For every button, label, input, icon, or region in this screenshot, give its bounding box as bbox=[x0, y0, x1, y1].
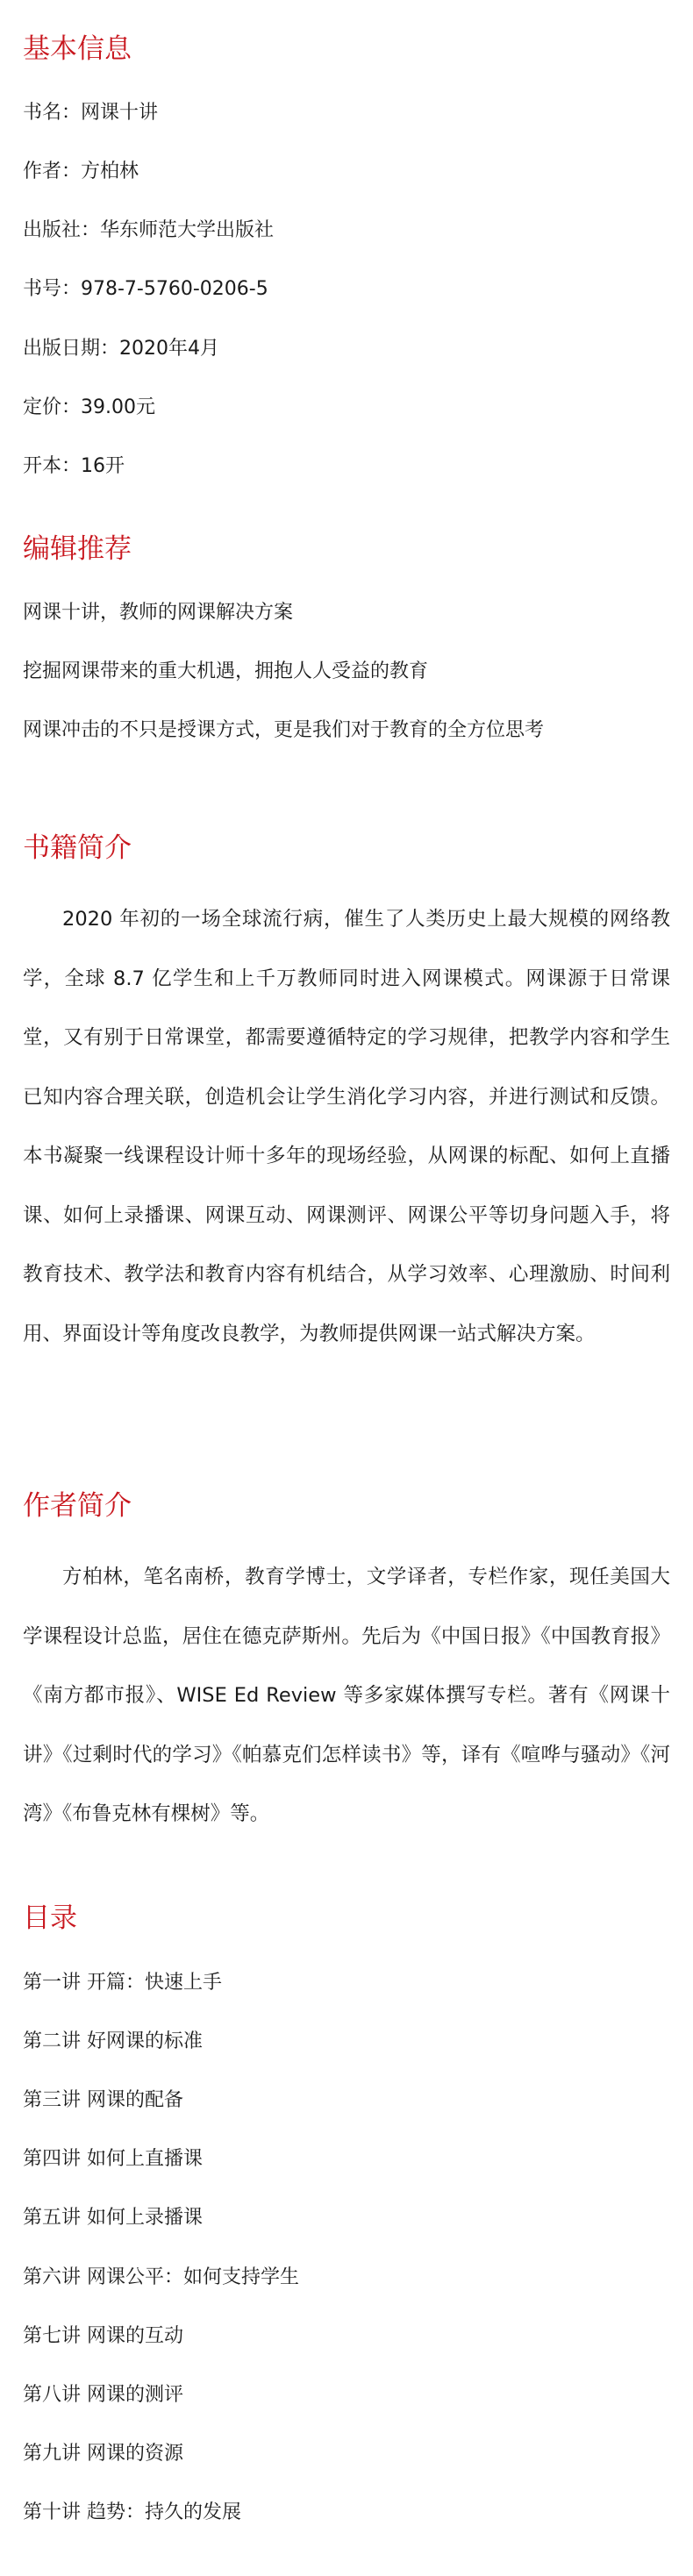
section-title-basic-info: 基本信息 bbox=[23, 33, 132, 65]
toc-item: 第三讲 网课的配备 bbox=[23, 2089, 183, 2111]
book-isbn: 书号：978-7-5760-0206-5 bbox=[23, 278, 268, 300]
book-price: 定价：39.00元 bbox=[23, 396, 155, 418]
section-title-author-intro: 作者简介 bbox=[23, 1490, 132, 1522]
toc-item: 第五讲 如何上录播课 bbox=[23, 2207, 203, 2229]
book-pub-date: 出版日期：2020年4月 bbox=[23, 338, 219, 360]
book-intro-text: 2020 年初的一场全球流行病，催生了人类历史上最大规模的网络教学，全球 8.7 亿学生和上千万教师同时进入网课模式。网课源于日常课堂，又有别于日常课堂，都需要遵循特定的学习规律，把教学内容和学生已知内容合理关联，创造机会让学生消化学习内容，并进行测试和反馈。本书凝聚一线课程设计师十多年的现场经验，从网课的标配、如何上直播课、如何上录播课、网课互动、网课测评、网课公平等切身问题入手，将教育技术、教学法和教育内容有机结合，从学习效率、心理激励、时间利用、界面设计等角度改良教学，为教师提供网课一站式解决方案。 bbox=[23, 908, 670, 1345]
book-author: 作者：方柏林 bbox=[23, 161, 139, 182]
toc-item: 第六讲 网课公平：如何支持学生 bbox=[23, 2266, 299, 2288]
book-format: 开本：16开 bbox=[23, 455, 125, 477]
author-intro-text: 方柏林，笔名南桥，教育学博士，文学译者，专栏作家，现任美国大学课程设计总监，居住在德克萨斯州。先后为《中国日报》《中国教育报》《南方都市报》、WISE Ed Review 等多家媒体撰写专栏。著有《网课十讲》《过剩时代的学习》《帕慕克们怎样读书》等，译有《喧哗与骚动》《河湾》《布鲁克林有棵树》等。 bbox=[23, 1566, 670, 1825]
toc-item: 第四讲 如何上直播课 bbox=[23, 2148, 203, 2170]
section-title-editor-pick: 编辑推荐 bbox=[23, 533, 132, 565]
toc-item: 第八讲 网课的测评 bbox=[23, 2384, 183, 2406]
toc-item: 第十讲 趋势：持久的发展 bbox=[23, 2501, 241, 2523]
editor-pick-item: 网课冲击的不只是授课方式，更是我们对于教育的全方位思考 bbox=[23, 719, 545, 741]
toc-item: 第七讲 网课的互动 bbox=[23, 2325, 183, 2347]
book-title: 书名：网课十讲 bbox=[23, 102, 159, 124]
editor-pick-item: 挖掘网课带来的重大机遇，拥抱人人受益的教育 bbox=[23, 660, 429, 682]
toc-item: 第一讲 开篇：快速上手 bbox=[23, 1972, 222, 1994]
toc-item: 第二讲 好网课的标准 bbox=[23, 2030, 203, 2052]
toc-item: 第九讲 网课的资源 bbox=[23, 2443, 183, 2465]
editor-pick-item: 网课十讲，教师的网课解决方案 bbox=[23, 602, 294, 624]
book-publisher: 出版社：华东师范大学出版社 bbox=[23, 219, 275, 241]
section-title-book-intro: 书籍简介 bbox=[23, 832, 132, 864]
section-title-toc: 目录 bbox=[23, 1902, 77, 1934]
